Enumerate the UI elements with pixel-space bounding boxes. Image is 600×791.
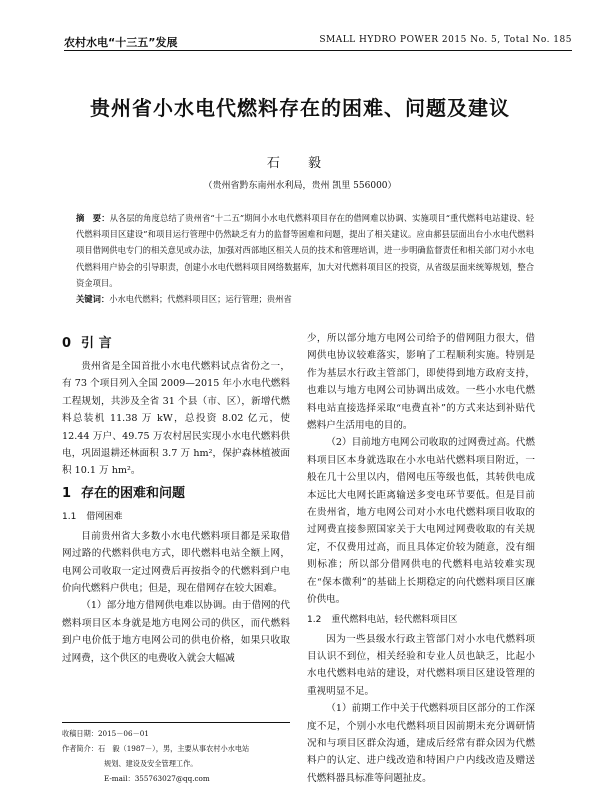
paragraph: 贵州省是全国首批小水电代燃料试点省份之一，有 73 个项目列入全国 2009—2015 年小水电代燃料工程规划，共涉及全省 31 个县（市、区），新增代燃料总装机 11.38 万 kW，总投资 8.02 亿元，使 12.44 万户、49.75 万农村居民实现小水电代燃料供电，巩固退耕还林面积 3.7 万 hm²，保护森林植被面积 10.1 万 hm²。 — [62, 361, 290, 477]
article-author: 石 毅 — [266, 156, 334, 171]
footnote — [62, 726, 294, 786]
article-title: 贵州省小水电代燃料存在的困难、问题及建议 — [90, 96, 510, 120]
keywords-text: 小水电代燃料；代燃料项目区；运行管理；贵州省 — [109, 294, 292, 304]
paragraph: （1）部分地方借网供电难以协调。由于借网的代燃料项目区本身就是地方电网公司的供区，而代燃料到户电价低于地方电网公司的供电价格，如果只收取过网费，这个供区的电费收入就会大幅减 — [62, 600, 290, 664]
received-label: 收稿日期： — [62, 729, 98, 738]
received-date: 2015－06－01 — [97, 729, 149, 738]
keywords — [76, 292, 534, 306]
paragraph: 目前贵州省大多数小水电代燃料项目都是采取借网过路的代燃料供电方式，即代燃料电站全额上网，电网公司收取一定过网费后再按指令的代燃料到户电价向代燃料户供电；但是，现在借网存在较大困难。 — [62, 530, 290, 595]
journal-section-title: 农村水电“十三五”发展 — [64, 36, 178, 49]
section-heading-1: 1 存在的困难和问题 — [62, 485, 186, 501]
author-bio: 石 毅（1987－），男，主要从事农村小水电站 — [97, 744, 250, 753]
subsection-heading-1-2: 1.2 重代燃料电站，轻代燃料项目区 — [307, 614, 458, 625]
paragraph: 因为一些县级水行政主管部门对小水电代燃料项目认识不到位，相关经验和专业人员也缺乏，比起小水电代燃料电站的建设，对代燃料项目区建设管理的重视明显不足。 — [307, 633, 535, 697]
subsection-heading-1-1: 1.1 借网困难 — [62, 511, 123, 522]
footnote-rule — [62, 722, 290, 723]
paragraph: （1）前期工作中关于代燃料项目区部分的工作深度不足，个别小水电代燃料项目因前期未充分调研情况和与项目区群众沟通，建成后经常有群众因为代燃料户的认定、进户线改造和特困户户内线改造及赠送代燃料器具标准等问题扯皮。 — [307, 703, 535, 784]
paragraph-continued: 少，所以部分地方电网公司给予的借网阻力很大，借网供电协议较难落实，影响了工程顺利实施。特别是作为基层水行政主管部门，即使得到地方政府支持，也难以与地方电网公司协调出成效。一些小水电代燃料电站直接选择采取“电费直补”的方式来达到补贴代燃料户生活用电的目的。 — [307, 333, 535, 432]
author-email: E-mail：355763027@qq.com — [104, 774, 210, 783]
author-affiliation: （贵州省黔东南州水利局，贵州 凯里 556000） — [203, 181, 397, 191]
abstract-text: 从各层的角度总结了贵州省“十二五”期间小水电代燃料项目存在的借网难以协调、实施项目“重代燃料电站建设、轻代燃料项目区建设”和项目运行管理中仍然缺乏有力的监督等困难和问题，提出了相关建议。应由郝县层面出台小水电代燃料项目借网供电专门的相关意见或办法，加强对西部地区相关人员的技术和管理培训，进一步明确监督责任和相关部门对小水电代燃料用户协会的引导职责，创建小水电代燃料项目网络数据库，加大对代燃料项目区的投资，从省级层面来统筹规划，整合资金项目。 — [76, 213, 534, 288]
abstract — [76, 210, 534, 291]
right-column — [307, 330, 535, 787]
author-bio-continued: 规划、建设及安全管理工作。 — [104, 759, 198, 768]
section-heading-0: 0 引 言 — [62, 336, 112, 351]
abstract-label: 摘 要： — [76, 213, 110, 223]
author-bio-label: 作者简介： — [62, 744, 98, 753]
paragraph: （2）目前地方电网公司收取的过网费过高。代燃料项目区本身就选取在小水电站代燃料项目附近，一般在几十公里以内，借网电压等级也低，其转供电成本远比大电网长距离输送多变电环节要低。但是目前在贵州省，地方电网公司对小水电代燃料项目收取的过网费直接参照国家关于大电网过网费收取的有关规定，不仅费用过高，而且具体定价较为随意，没有细则标准；所以部分借网供电的代燃料电站较难实现在“保本微利”的基础上长期稳定的向代燃料项目区廉价供电。 — [307, 437, 535, 606]
journal-issue-info: SMALL HYDRO POWER 2015 No. 5, Total No. 185 — [319, 35, 572, 45]
keywords-label: 关键词： — [76, 294, 110, 304]
left-column — [62, 330, 290, 667]
running-header — [64, 34, 572, 51]
